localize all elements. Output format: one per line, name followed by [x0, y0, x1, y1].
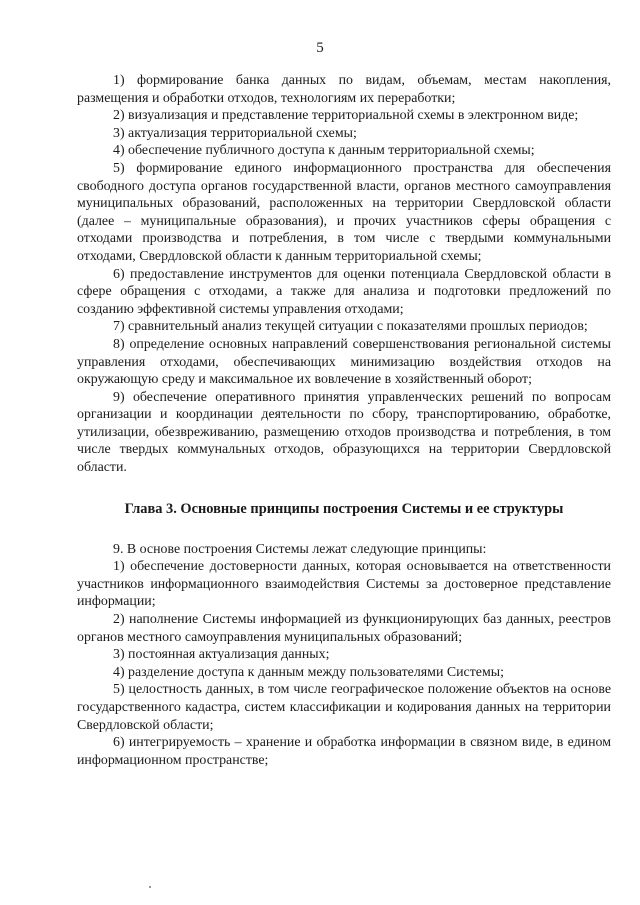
- list-item: 2) визуализация и представление территориальной схемы в электронном виде;: [113, 108, 579, 124]
- page-number: 5: [316, 40, 324, 56]
- list-item: 1) обеспечение достоверности данных, которая основывается на ответственности участников информационного взаимодействия Системы за достоверное представление информации;: [77, 559, 611, 610]
- list-item: 4) обеспечение публичного доступа к данным территориальной схемы;: [113, 143, 535, 159]
- list-item: 3) постоянная актуализация данных;: [113, 647, 330, 663]
- list-item: 1) формирование банка данных по видам, объемам, местам накопления, размещения и обработки отходов, технологиям их переработки;: [77, 73, 611, 106]
- list-item: 8) определение основных направлений совершенствования региональной системы управления отходами, обеспечивающих минимизацию воздействия отходов на окружающую среду и максимальное их вовлечение в хозяйственный оборот;: [77, 336, 611, 388]
- list-item: 7) сравнительный анализ текущей ситуации с показателями прошлых периодов;: [113, 319, 588, 335]
- list-item: 6) предоставление инструментов для оценки потенциала Свердловской области в сфере обращения с отходами, а также для анализа и подготовки предложений по созданию эффективной системы управления отходами;: [77, 266, 611, 317]
- list-item: 5) целостность данных, в том числе географическое положение объектов на основе государственного кадастра, систем классификации и кодирования данных на территории Свердловской области;: [77, 682, 611, 733]
- list-item: 9) обеспечение оперативного принятия управленческих решений по вопросам организации и координации деятельности по сбору, транспортированию, обработке, утилизации, обезвреживанию, размещению отходов производства и потребления, в том числе твердых коммунальных отходов, образующихся на территории Свердловской области.: [77, 389, 611, 476]
- scan-speck: [149, 886, 151, 888]
- section-intro: 9. В основе построения Системы лежат следующие принципы:: [113, 541, 487, 557]
- list-item: 2) наполнение Системы информацией из функционирующих баз данных, реестров органов местного самоуправления муниципальных образований;: [77, 612, 611, 645]
- list-item: 4) разделение доступа к данным между пользователями Системы;: [113, 664, 504, 680]
- list-item: 6) интегрируемость – хранение и обработка информации в связном виде, в едином информационном пространстве;: [77, 735, 611, 768]
- chapter-heading: Глава 3. Основные принципы построения Системы и ее структуры: [124, 500, 564, 517]
- list-item: 3) актуализация территориальной схемы;: [113, 125, 357, 141]
- list-item: 5) формирование единого информационного пространства для обеспечения свободного доступа органов государственной власти, органов местного самоуправления муниципальных образований, расположенных на территории Свердловской области (далее – муниципальные образования), и прочих участников сферы обращения с отходами производства и потребления, в том числе с твердыми коммунальными отходами, Свердловской области к данным территориальной схемы;: [77, 160, 611, 264]
- document-body: [77, 72, 611, 769]
